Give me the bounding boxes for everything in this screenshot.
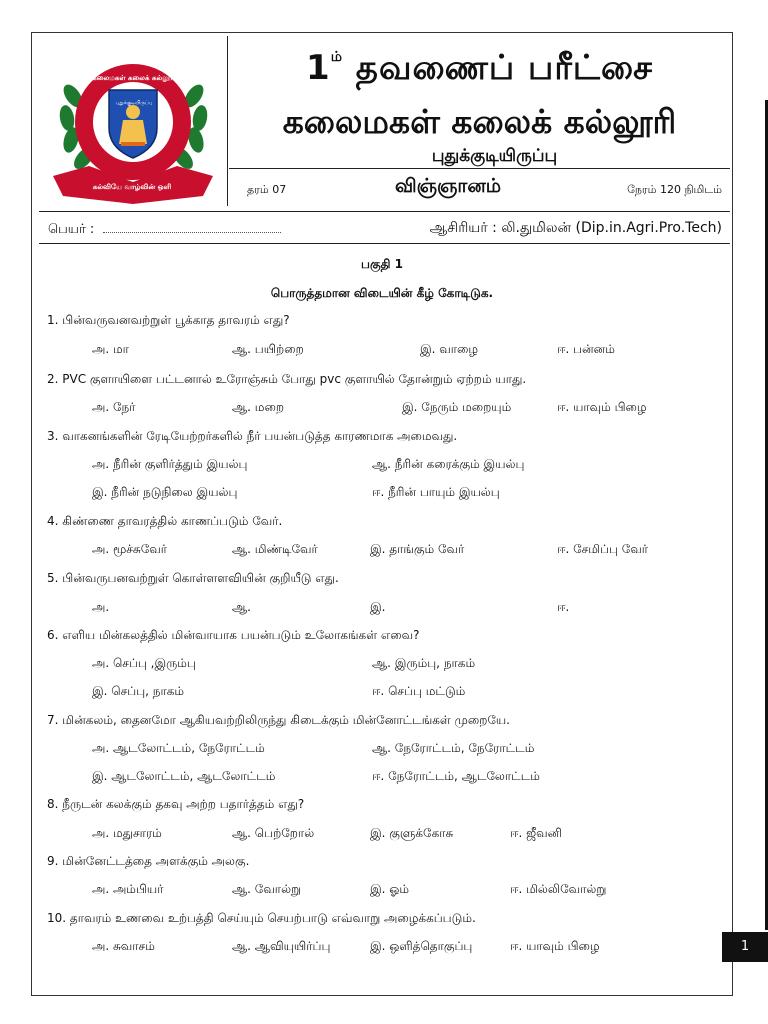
option[interactable]: இ. நேரும் மறையும் [402,400,512,414]
option[interactable]: ஆ. மறை [232,400,284,414]
section-title: பகுதி 1 [361,257,403,271]
option[interactable]: இ. [370,600,386,614]
exam-number-suffix: ம் [330,49,343,65]
option[interactable]: ஈ. ஜீவனி [510,826,562,840]
teacher-info: ஆசிரியர் : லி.துமிலன் (Dip.in.Agri.Pro.Tech) [429,220,722,236]
time-allowed: நேரம் 120 நிமிடம் [627,183,722,196]
exam-page [31,32,733,996]
meta-row [229,171,730,206]
option[interactable]: இ. ஒளித்தொகுப்பு [370,939,473,953]
option[interactable]: அ. மா [92,342,129,356]
option[interactable]: ஈ. யாவும் பிழை [557,400,647,414]
option[interactable]: ஈ. மில்லிவோல்று [510,882,607,896]
logo-inner-text: புதுக்குடியிருப்பு [115,100,153,106]
question: 5. பின்வருபனவற்றுள் கொள்ளளவியின் குறியீடு எது. [47,571,339,585]
question: 10. தாவரம் உணவை உற்பத்தி செய்யும் செயற்பாடு எவ்வாறு அழைக்கப்படும். [47,911,476,925]
college-name: கலைமகள் கலைக் கல்லூரி [282,102,677,141]
name-label: பெயர் : [48,222,95,237]
option[interactable]: அ. ஆடலோட்டம், நேரோட்டம் [92,741,265,755]
college-logo [39,36,228,206]
option[interactable]: அ. சுவாசம் [92,939,155,953]
name-input-line[interactable] [103,232,281,233]
question: 4. கிண்ணை தாவரத்தில் காணப்படும் வேர். [47,514,283,528]
option[interactable]: ஆ. ஆவியுயிர்ப்பு [232,939,331,953]
option[interactable]: இ. தாங்கும் வேர் [370,542,465,556]
page-number: 1 [722,932,768,962]
exam-title [229,48,730,92]
option[interactable]: இ. ஆடலோட்டம், ஆடலோட்டம் [92,769,276,783]
subject: விஞ்ஞானம் [395,175,502,197]
option[interactable]: இ. ஓம் [370,882,410,896]
option[interactable]: ஈ. பன்னம் [557,342,615,356]
question: 1. பின்வருவனவற்றுள் பூக்காத தாவரம் எது? [47,313,290,327]
name-row [39,211,730,244]
option[interactable]: அ. நீரின் குளிர்த்தும் இயல்பு [92,457,248,471]
option[interactable]: ஆ. [232,600,251,614]
option[interactable]: ஈ. யாவும் பிழை [510,939,600,953]
exam-number: 1 [306,48,331,88]
option[interactable]: ஆ. நேரோட்டம், நேரோட்டம் [372,741,535,755]
question: 2. PVC குளாயிளை பட்டனால் உரோஞ்சும் போது pvc குளாயில் தோன்றும் ஏற்றம் யாது. [47,372,527,386]
option[interactable]: ஆ. பயிற்றை [232,342,304,356]
section-instruction: பொருத்தமான விடையின் கீழ் கோடிடுக. [270,286,494,300]
option[interactable]: அ. மூச்சுவேர் [92,542,167,556]
option[interactable]: ஈ. நீரின் பாயும் இயல்பு [372,485,500,499]
option[interactable]: ஆ. இரும்பு, நாகம் [372,656,476,670]
logo-cell [39,36,228,206]
option[interactable]: ஆ. வோல்று [232,882,302,896]
option[interactable]: ஆ. மிண்டிவேர் [232,542,318,556]
question: 6. எளிய மின்கலத்தில் மின்வாயாக பயன்படும் உலோகங்கள் எவை? [47,628,420,642]
option[interactable]: இ. வாழை [420,342,479,356]
option[interactable]: இ. செப்பு, நாகம் [92,684,185,698]
college-place: புதுக்குடியிருப்பு [431,146,558,166]
question: 9. மின்னேட்டத்தை அளக்கும் அலகு. [47,854,250,868]
option[interactable]: ஆ. நீரின் கரைக்கும் இயல்பு [372,457,525,471]
option[interactable]: இ. குளுக்கோசு [370,826,454,840]
option[interactable]: இ. நீரின் நடுநிலை இயல்பு [92,485,238,499]
header [32,33,732,210]
question: 3. வாகனங்களின் ரேடியேற்றர்களில் நீர் பயன்படுத்த காரணமாக அமைவது. [47,429,458,443]
option[interactable]: ஆ. பெற்றோல் [232,826,315,840]
option[interactable]: ஈ. நேரோட்டம், ஆடலோட்டம் [372,769,540,783]
title-cell [229,36,730,169]
option[interactable]: அ. [92,600,110,614]
question: 7. மின்கலம், தைனமோ ஆகியவற்றிலிருந்து கிடைக்கும் மின்னோட்டங்கள் முறையே. [47,713,510,727]
option[interactable]: ஈ. செப்பு மட்டும் [372,684,466,698]
option[interactable]: அ. நேர் [92,400,136,414]
option[interactable]: அ. அம்பியர் [92,882,164,896]
grade: தரம் 07 [247,183,287,196]
logo-arc-text: கலைமகள் கலைக் கல்லூரி [92,74,176,82]
option[interactable]: ஈ. சேமிப்பு வேர் [557,542,649,556]
option[interactable]: ஈ. [557,600,570,614]
exam-title-text: தவணைப் பரீட்சை [355,48,653,88]
question: 8. நீருடன் கலக்கும் தகவு அற்ற பதார்த்தம் எது? [47,797,305,811]
logo-motto: கல்வியே வாழ்வின் ஒளி [92,183,172,191]
option[interactable]: அ. செப்பு ,இரும்பு [92,656,196,670]
option[interactable]: அ. மதுசாரம் [92,826,162,840]
